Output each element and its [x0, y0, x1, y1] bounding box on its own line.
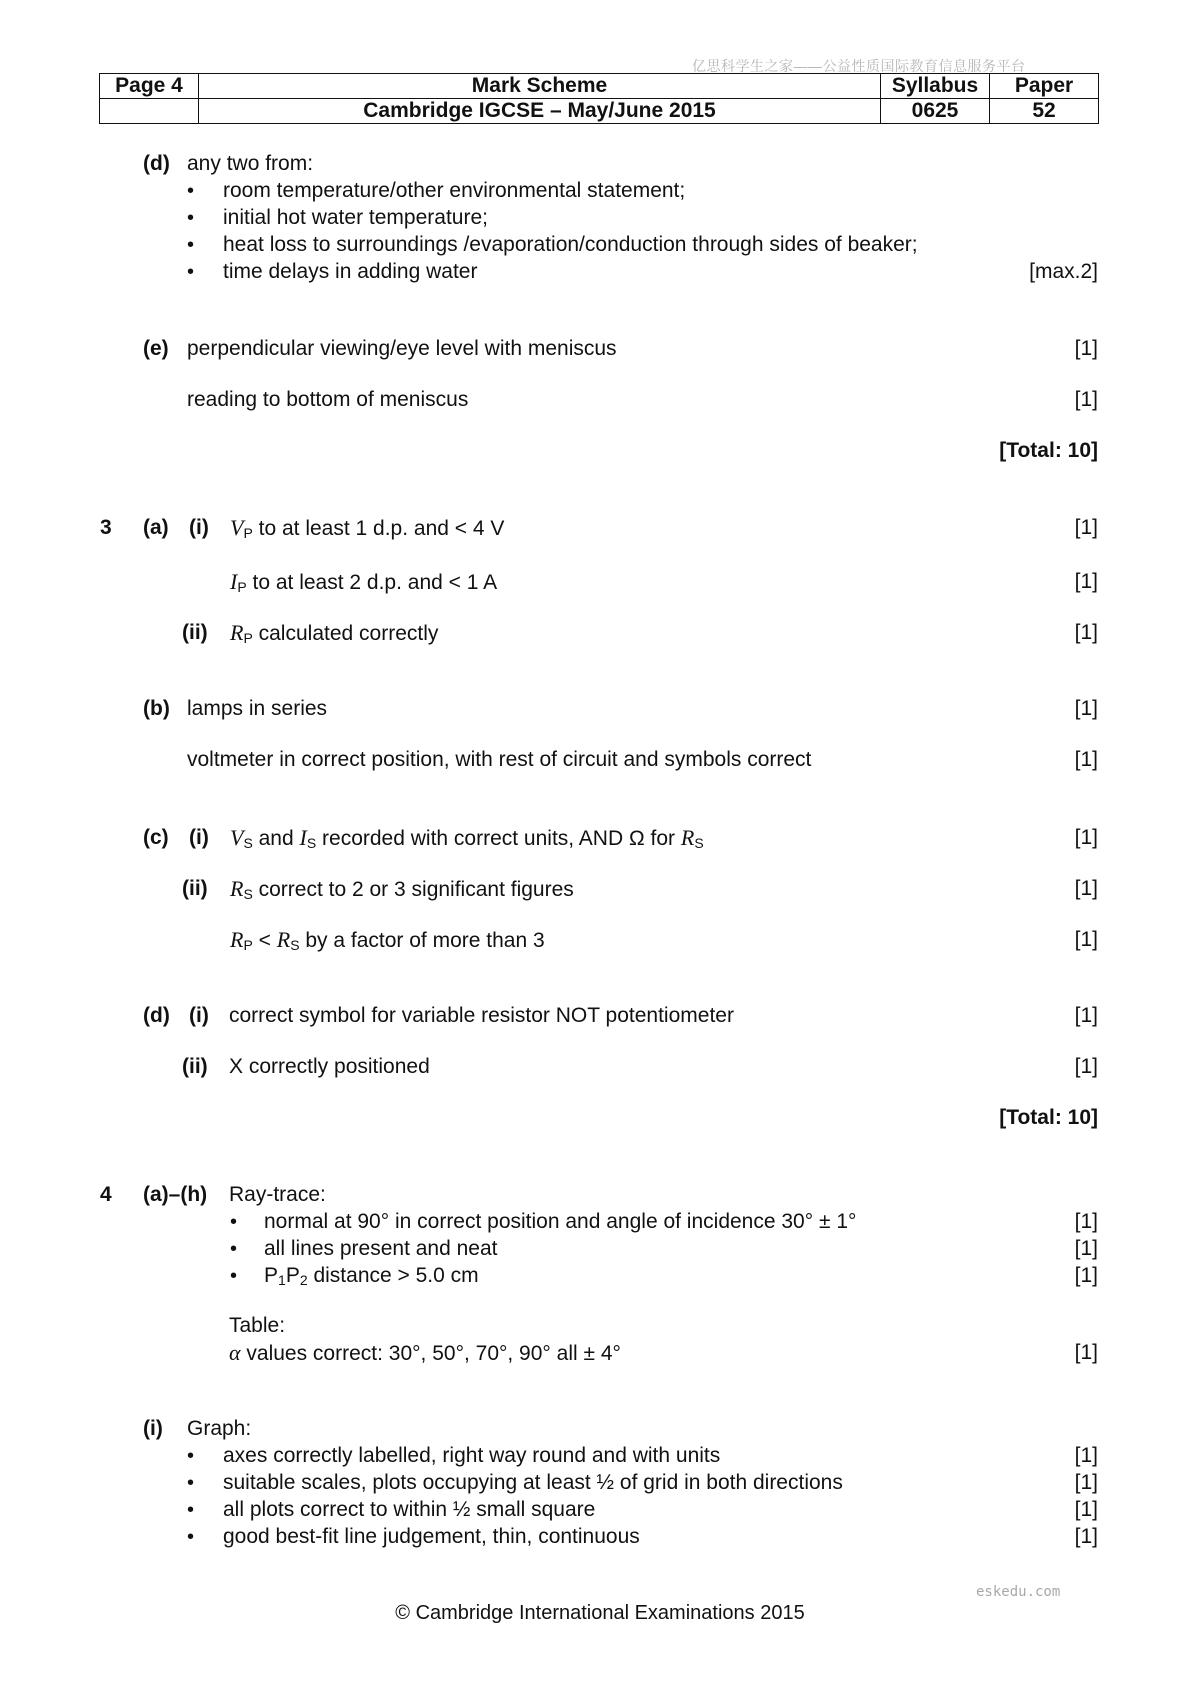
var-i: I — [299, 825, 307, 850]
q3c-i-label: (i) — [189, 826, 209, 849]
ray-bullet-3 — [264, 1263, 479, 1293]
subscript: P — [237, 579, 247, 595]
subscript: S — [243, 886, 253, 902]
bullet-icon: • — [187, 234, 195, 256]
q3a-i-line-1 — [230, 515, 504, 546]
graph-title: Graph: — [187, 1417, 252, 1440]
text: by a factor of more than 3 — [299, 929, 545, 952]
q2e-line-1: perpendicular viewing/eye level with meniscus — [187, 337, 617, 360]
text: P — [264, 1264, 279, 1287]
q3c-ii-line-2 — [230, 927, 545, 958]
graph-mark-4: [1] — [1074, 1525, 1098, 1548]
watermark-top: 亿思科学生之家——公益性质国际教育信息服务平台 — [692, 58, 1026, 74]
q3c-ii-line — [230, 876, 574, 907]
q3d-i-label: (i) — [189, 1004, 209, 1027]
q3a-ii-label: (ii) — [182, 621, 208, 644]
q3d-i-mark: [1] — [1074, 1004, 1098, 1027]
q3c-i-mark: [1] — [1074, 826, 1098, 849]
paper-label: Paper — [990, 74, 1099, 99]
header-empty-cell — [100, 99, 199, 124]
subscript: 1 — [278, 1272, 286, 1288]
total-q3: [Total: 10] — [999, 1106, 1098, 1129]
var-r: R — [276, 927, 291, 952]
syllabus-label: Syllabus — [881, 74, 990, 99]
q3b-label: (b) — [143, 697, 170, 720]
subscript: S — [306, 835, 317, 851]
table-title: Table: — [229, 1314, 286, 1337]
q3-number: 3 — [100, 516, 112, 539]
var-r: R — [230, 620, 244, 645]
var-v: V — [230, 515, 244, 540]
bullet-icon: • — [187, 1472, 195, 1494]
q2d-intro: any two from: — [187, 152, 314, 175]
ray-bullet-1: normal at 90° in correct position and angle of incidence 30° ± 1° — [264, 1210, 857, 1233]
text: and — [252, 827, 300, 850]
q3d-ii-line: X correctly positioned — [229, 1055, 430, 1078]
bullet-icon: • — [187, 207, 195, 229]
var-alpha: α — [229, 1340, 241, 1365]
q2d-bullet-4: time delays in adding water — [223, 260, 478, 283]
bullet-icon: • — [187, 1499, 195, 1521]
subscript: S — [290, 937, 300, 953]
page-number: Page 4 — [100, 74, 199, 99]
q2e-mark-2: [1] — [1074, 388, 1098, 411]
text: values correct: 30°, 50°, 70°, 90° all ± 4° — [240, 1342, 621, 1365]
header-title: Mark Scheme — [199, 74, 881, 99]
q3d-label: (d) — [143, 1004, 170, 1027]
q2e-label: (e) — [143, 337, 169, 360]
q3b-line-1: lamps in series — [187, 697, 328, 720]
subscript: 2 — [299, 1272, 308, 1288]
q3a-i-line-2 — [230, 569, 497, 600]
table-line — [229, 1340, 621, 1367]
bullet-icon: • — [230, 1238, 238, 1260]
text: correct to 2 or 3 significant figures — [252, 878, 574, 901]
subscript: P — [243, 937, 253, 953]
graph-bullet-1: axes correctly labelled, right way round and with units — [223, 1444, 721, 1467]
q3a-ii-mark: [1] — [1074, 621, 1098, 644]
subscript: S — [694, 835, 704, 851]
q3c-label: (c) — [143, 826, 169, 849]
text: P — [285, 1264, 300, 1287]
q3a-i-label: (i) — [189, 516, 209, 539]
q2d-bullet-3: heat loss to surroundings /evaporation/conduction through sides of beaker; — [223, 233, 918, 256]
q2d-bullet-2: initial hot water temperature; — [223, 206, 488, 229]
q4-i-label: (i) — [143, 1417, 163, 1440]
ray-bullet-2: all lines present and neat — [264, 1237, 498, 1260]
watermark-bottom: eskedu.com — [976, 1584, 1061, 1600]
q3c-ii-mark: [1] — [1074, 877, 1098, 900]
q2d-mark: [max.2] — [1029, 260, 1098, 283]
header-table — [99, 73, 1099, 124]
q3a-i-mark-2: [1] — [1074, 570, 1098, 593]
graph-bullet-3: all plots correct to within ½ small square — [223, 1498, 596, 1521]
q3c-ii-label: (ii) — [182, 877, 208, 900]
text: distance > 5.0 cm — [307, 1264, 479, 1287]
q2d-label: (d) — [143, 152, 170, 175]
q3d-i-line: correct symbol for variable resistor NOT potentiometer — [229, 1004, 734, 1027]
ray-trace-title: Ray-trace: — [229, 1183, 326, 1206]
var-i: I — [230, 569, 238, 594]
q4-number: 4 — [100, 1183, 112, 1206]
var-v: V — [230, 825, 244, 850]
bullet-icon: • — [187, 261, 195, 283]
syllabus-value: 0625 — [881, 99, 990, 124]
ray-mark-1: [1] — [1074, 1210, 1098, 1233]
subscript: S — [243, 835, 253, 851]
bullet-icon: • — [230, 1211, 238, 1233]
q3b-mark-2: [1] — [1074, 748, 1098, 771]
paper-value: 52 — [990, 99, 1099, 124]
q4-ah-label: (a)–(h) — [143, 1183, 208, 1206]
q3d-ii-label: (ii) — [182, 1055, 208, 1078]
var-r: R — [230, 876, 244, 901]
q3b-mark-1: [1] — [1074, 697, 1098, 720]
graph-mark-3: [1] — [1074, 1498, 1098, 1521]
bullet-icon: • — [187, 1526, 195, 1548]
q2d-bullet-1: room temperature/other environmental statement; — [223, 179, 686, 202]
text: recorded with correct units, AND Ω for — [316, 827, 681, 850]
graph-mark-1: [1] — [1074, 1444, 1098, 1467]
bullet-icon: • — [187, 1445, 195, 1467]
q3c-i-line — [230, 825, 704, 856]
q3c-ii-mark-2: [1] — [1074, 928, 1098, 951]
bullet-icon: • — [230, 1265, 238, 1287]
text: to at least 2 d.p. and < 1 A — [246, 571, 498, 594]
subscript: P — [243, 630, 253, 646]
ray-mark-2: [1] — [1074, 1237, 1098, 1260]
subscript: P — [243, 525, 253, 541]
text: calculated correctly — [252, 622, 439, 645]
total-q2: [Total: 10] — [999, 439, 1098, 462]
ray-mark-3: [1] — [1074, 1264, 1098, 1287]
var-r: R — [230, 927, 244, 952]
bullet-icon: • — [187, 180, 195, 202]
text: to at least 1 d.p. and < 4 V — [252, 517, 505, 540]
q2e-mark-1: [1] — [1074, 337, 1098, 360]
graph-bullet-2: suitable scales, plots occupying at least ½ of grid in both directions — [223, 1471, 843, 1494]
q3a-ii-line — [230, 620, 438, 651]
q3b-line-2: voltmeter in correct position, with rest of circuit and symbols correct — [187, 748, 812, 771]
q3a-i-mark-1: [1] — [1074, 516, 1098, 539]
text: < — [252, 929, 277, 952]
var-r: R — [680, 825, 695, 850]
header-subtitle: Cambridge IGCSE – May/June 2015 — [199, 99, 881, 124]
copyright-footer: © Cambridge International Examinations 2015 — [395, 1602, 805, 1624]
table-mark: [1] — [1074, 1341, 1098, 1364]
graph-mark-2: [1] — [1074, 1471, 1098, 1494]
q3d-ii-mark: [1] — [1074, 1055, 1098, 1078]
graph-bullet-4: good best-fit line judgement, thin, continuous — [223, 1525, 640, 1548]
q2e-line-2: reading to bottom of meniscus — [187, 388, 469, 411]
q3a-label: (a) — [143, 516, 169, 539]
